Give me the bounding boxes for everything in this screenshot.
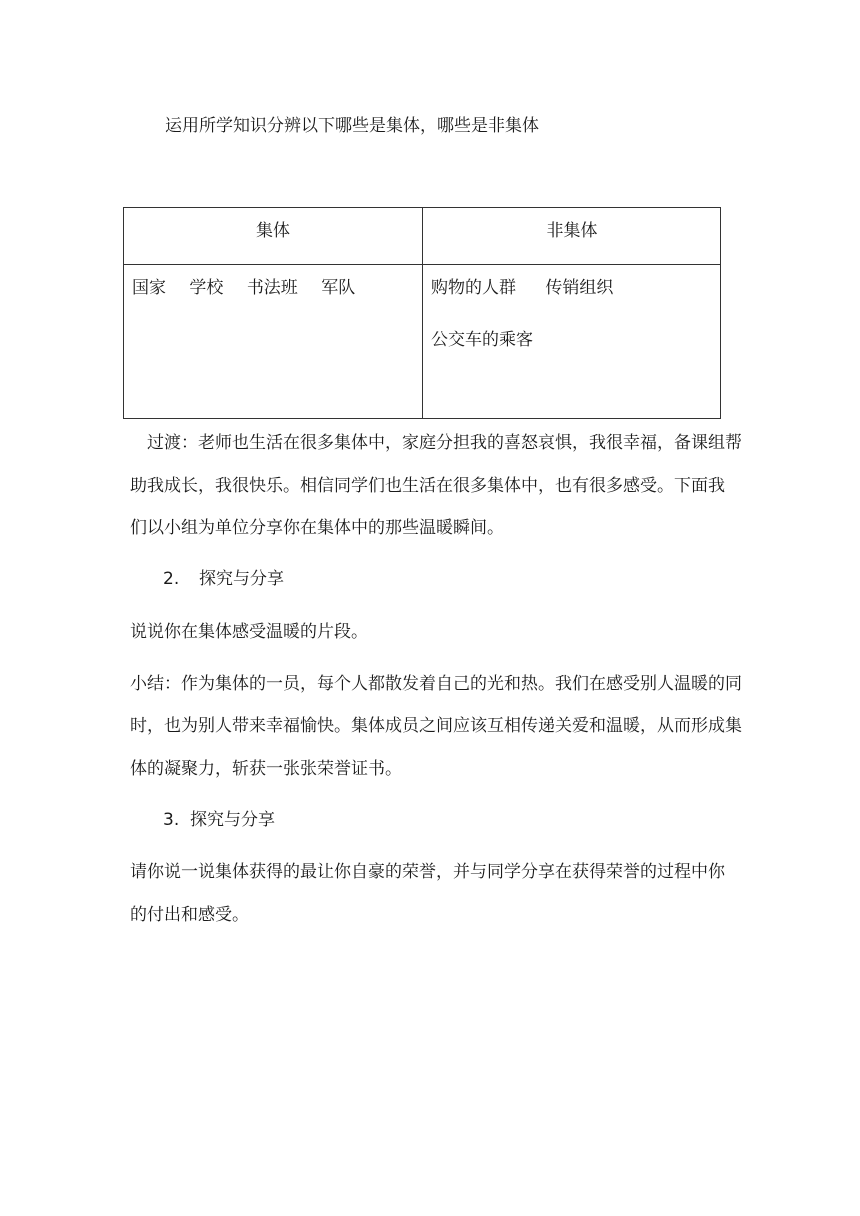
summary-paragraph-line: 小结：作为集体的一员，每个人都散发着自己的光和热。我们在感受别人温暖的同 <box>130 674 742 694</box>
section-2-heading <box>163 567 284 591</box>
non-collective-item: 购物的人群 <box>431 278 516 298</box>
table-header-collective: 集体 <box>256 221 290 241</box>
transition-paragraph-line: 助我成长，我很快乐。相信同学们也生活在很多集体中，也有很多感受。下面我 <box>130 476 725 496</box>
non-collective-item: 传销组织 <box>545 278 614 298</box>
table-header-non-collective: 非集体 <box>546 221 598 241</box>
collective-item: 学校 <box>189 278 224 298</box>
transition-paragraph-line: 们以小组为单位分享你在集体中的那些温暖瞬间。 <box>130 518 504 538</box>
collective-items <box>132 276 355 300</box>
collective-item: 军队 <box>321 278 356 298</box>
transition-paragraph-line: 过渡：老师也生活在很多集体中，家庭分担我的喜怒哀惧，我很幸福，备课组帮 <box>147 433 742 453</box>
collective-item: 国家 <box>132 278 166 298</box>
section-3-prompt-line: 请你说一说集体获得的最让你自豪的荣誉，并与同学分享在获得荣誉的过程中你 <box>130 862 725 882</box>
section-2-prompt: 说说你在集体感受温暖的片段。 <box>130 622 368 642</box>
section-3-prompt-line: 的付出和感受。 <box>130 905 249 925</box>
section-3-heading <box>163 808 275 832</box>
non-collective-items-row1 <box>431 276 613 300</box>
section-number: 3. <box>163 810 180 830</box>
summary-paragraph-line: 体的凝聚力，斩获一张张荣誉证书。 <box>130 759 402 779</box>
section-title: 探究与分享 <box>199 569 284 589</box>
intro-instruction: 运用所学知识分辨以下哪些是集体，哪些是非集体 <box>165 116 539 136</box>
collective-classification-table <box>123 207 721 419</box>
summary-paragraph-line: 时，也为别人带来幸福愉快。集体成员之间应该互相传递关爱和温暖，从而形成集 <box>130 716 742 736</box>
section-title: 探究与分享 <box>190 810 275 830</box>
section-number: 2. <box>163 569 180 589</box>
table-row-divider <box>124 264 720 265</box>
non-collective-item: 公交车的乘客 <box>431 330 533 350</box>
collective-item: 书法班 <box>246 278 298 298</box>
